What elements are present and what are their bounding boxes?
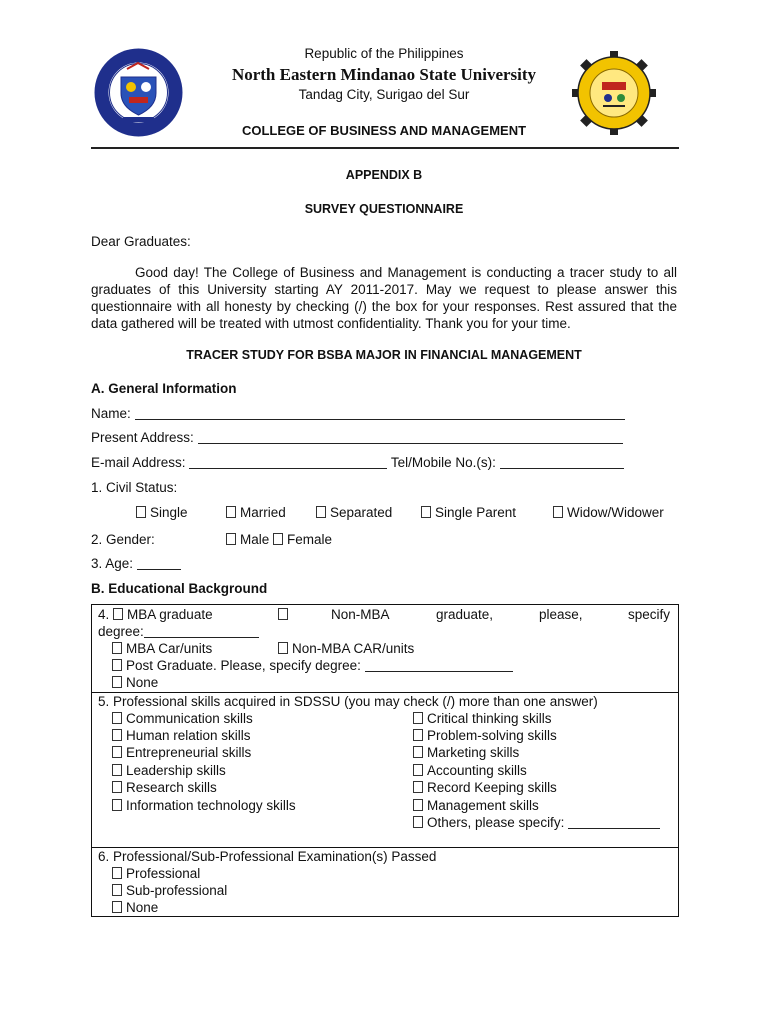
checkbox-icon[interactable] <box>112 781 122 793</box>
civil-option-widow[interactable]: Widow/Widower <box>553 505 664 520</box>
exam-professional[interactable]: Professional <box>112 866 200 881</box>
college-name: COLLEGE OF BUSINESS AND MANAGEMENT <box>241 123 527 138</box>
q4-degree[interactable]: degree: <box>98 624 259 639</box>
survey-title: SURVEY QUESTIONNAIRE <box>304 202 464 216</box>
checkbox-icon[interactable] <box>413 764 423 776</box>
checkbox-icon[interactable] <box>273 533 283 545</box>
checkbox-icon[interactable] <box>112 712 122 724</box>
email-blank[interactable] <box>189 456 387 469</box>
q4-word-1: Non-MBA <box>331 607 390 622</box>
skill-record-keeping[interactable]: Record Keeping skills <box>413 780 557 795</box>
gender-female: Female <box>287 532 333 547</box>
checkbox-icon[interactable] <box>136 506 146 518</box>
checkbox-icon[interactable] <box>413 799 423 811</box>
checkbox-icon[interactable] <box>112 799 122 811</box>
q4-none[interactable]: None <box>112 675 158 690</box>
others-blank[interactable] <box>568 816 660 829</box>
checkbox-icon[interactable] <box>112 659 122 671</box>
checkbox-icon[interactable] <box>278 642 288 654</box>
checkbox-icon[interactable] <box>413 781 423 793</box>
checkbox-icon[interactable] <box>316 506 326 518</box>
name-label: Name: <box>91 406 131 421</box>
address-label: Present Address: <box>91 430 194 445</box>
q4-nonmba-car[interactable]: Non-MBA CAR/units <box>278 641 414 656</box>
civil-option-married[interactable]: Married <box>226 505 286 520</box>
civil-status-label: 1. Civil Status: <box>91 480 178 495</box>
skill-problem-solving[interactable]: Problem-solving skills <box>413 728 557 743</box>
skill-leadership[interactable]: Leadership skills <box>112 763 226 778</box>
location-text: Tandag City, Surigao del Sur <box>298 87 470 102</box>
q4-mba-car[interactable]: MBA Car/units <box>112 641 212 656</box>
university-name: North Eastern Mindanao State University <box>231 65 537 84</box>
section-a-heading: A. General Information <box>91 381 237 396</box>
degree-blank[interactable] <box>144 625 259 638</box>
checkbox-icon[interactable] <box>413 746 423 758</box>
q5-cell <box>92 692 678 847</box>
salutation: Dear Graduates: <box>91 234 191 249</box>
gender-male: Male <box>240 532 270 547</box>
checkbox-icon[interactable] <box>113 608 123 620</box>
q4-mba-label: MBA graduate <box>127 607 213 622</box>
republic-text: Republic of the Philippines <box>304 46 464 61</box>
q4-cell <box>92 605 678 692</box>
checkbox-icon[interactable] <box>226 533 236 545</box>
checkbox-icon[interactable] <box>112 867 122 879</box>
checkbox-icon[interactable] <box>413 712 423 724</box>
email-field[interactable] <box>91 455 624 470</box>
email-label: E-mail Address: <box>91 455 186 470</box>
checkbox-icon[interactable] <box>112 746 122 758</box>
skill-others[interactable]: Others, please specify: <box>413 815 660 830</box>
skill-marketing[interactable]: Marketing skills <box>413 745 519 760</box>
civil-option-single-parent[interactable]: Single Parent <box>421 505 516 520</box>
q6-cell <box>92 847 678 916</box>
age-blank[interactable] <box>137 557 181 570</box>
address-field[interactable] <box>91 430 623 445</box>
checkbox-icon[interactable] <box>112 901 122 913</box>
tracer-title: TRACER STUDY FOR BSBA MAJOR IN FINANCIAL MANAGEMENT <box>186 348 582 362</box>
letter-line-3: questionnaire with all honesty by checking (/) the box for your responses. Rest assured that the <box>91 299 677 314</box>
checkbox-icon[interactable] <box>278 607 292 622</box>
q5-title: 5. Professional skills acquired in SDSSU (you may check (/) more than one answer) <box>98 694 598 709</box>
exam-sub-professional[interactable]: Sub-professional <box>112 883 227 898</box>
q6-title: 6. Professional/Sub-Professional Examination(s) Passed <box>98 849 437 864</box>
gender-label: 2. Gender: <box>91 532 155 547</box>
skill-communication[interactable]: Communication skills <box>112 711 253 726</box>
civil-option-separated[interactable]: Separated <box>316 505 392 520</box>
checkbox-icon[interactable] <box>112 884 122 896</box>
name-blank[interactable] <box>135 407 625 420</box>
checkbox-icon[interactable] <box>226 506 236 518</box>
checkbox-icon[interactable] <box>413 729 423 741</box>
section-b-heading: B. Educational Background <box>91 581 268 596</box>
skill-entrepreneurial[interactable]: Entrepreneurial skills <box>112 745 251 760</box>
q4-post-graduate[interactable]: Post Graduate. Please, specify degree: <box>112 658 513 673</box>
skill-human-relation[interactable]: Human relation skills <box>112 728 251 743</box>
post-graduate-blank[interactable] <box>365 659 513 672</box>
checkbox-icon[interactable] <box>112 729 122 741</box>
checkbox-icon[interactable] <box>553 506 563 518</box>
letter-line-1: Good day! The College of Business and Management is conducting a tracer study to all <box>135 265 677 280</box>
q4-word-3: please, <box>539 607 583 622</box>
appendix-title: APPENDIX B <box>345 168 423 182</box>
checkbox-icon[interactable] <box>112 676 122 688</box>
gender-options[interactable] <box>226 532 332 547</box>
tel-label: Tel/Mobile No.(s): <box>390 455 496 470</box>
age-label: 3. Age: <box>91 556 134 571</box>
q4-line-1: 4. MBA graduate Non-MBA graduate, please, specify <box>98 607 671 622</box>
skill-critical-thinking[interactable]: Critical thinking skills <box>413 711 552 726</box>
address-blank[interactable] <box>198 431 623 444</box>
skill-accounting[interactable]: Accounting skills <box>413 763 527 778</box>
checkbox-icon[interactable] <box>112 764 122 776</box>
checkbox-icon[interactable] <box>413 816 423 828</box>
q4-word-4: specify <box>628 607 671 622</box>
letter-line-4: data gathered will be treated with utmost confidentiality. Thank you for your time. <box>91 316 571 331</box>
checkbox-icon[interactable] <box>421 506 431 518</box>
skill-it[interactable]: Information technology skills <box>112 798 296 813</box>
tel-blank[interactable] <box>500 456 624 469</box>
age-field[interactable] <box>91 556 181 571</box>
header-divider <box>91 147 679 149</box>
checkbox-icon[interactable] <box>112 642 122 654</box>
education-table <box>91 604 679 917</box>
name-field[interactable] <box>91 406 625 421</box>
civil-option-single[interactable]: Single <box>136 505 188 520</box>
q4-word-2: graduate, <box>436 607 494 622</box>
exam-none[interactable]: None <box>112 900 158 915</box>
skill-research[interactable]: Research skills <box>112 780 217 795</box>
letter-line-2: graduates of this University starting AY 2011-2017. May we request to please answer this <box>91 282 677 297</box>
skill-management[interactable]: Management skills <box>413 798 539 813</box>
